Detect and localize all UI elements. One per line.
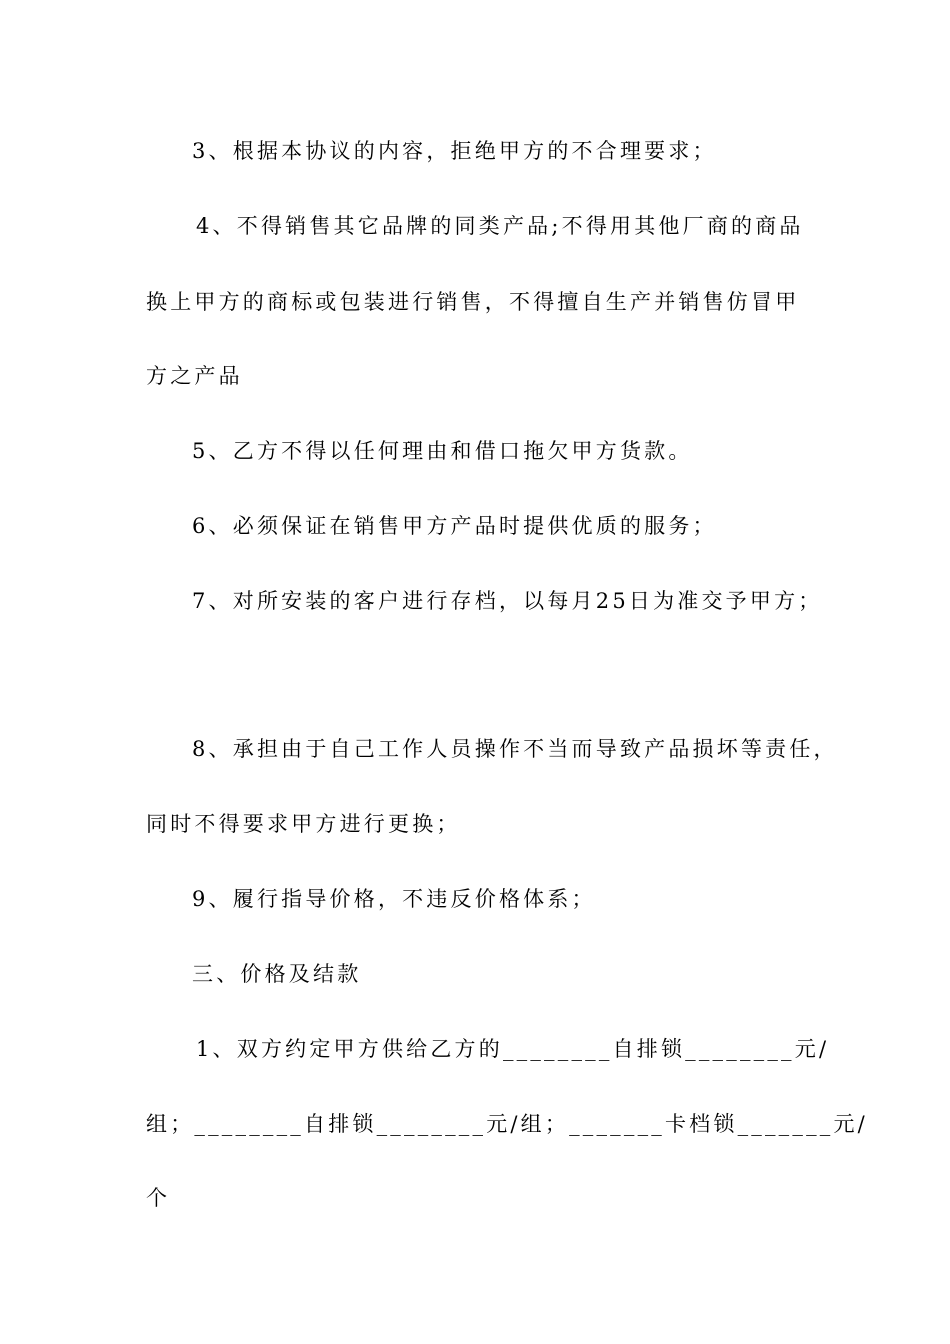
clause-7: 7、对所安装的客户进行存档，以每月25日为准交予甲方；	[192, 589, 823, 613]
section-heading-price: 三、价格及结款	[192, 962, 362, 986]
clause-8-line-2: 同时不得要求甲方进行更换；	[146, 812, 461, 836]
price-clause-1-line-2: 组；________自排锁________元/组；_______卡档锁_______元/	[146, 1112, 868, 1136]
price-clause-1-line-3: 个	[146, 1186, 171, 1210]
clause-5: 5、乙方不得以任何理由和借口拖欠甲方货款。	[192, 439, 693, 463]
clause-4-line-2: 换上甲方的商标或包装进行销售，不得擅自生产并销售仿冒甲	[146, 290, 800, 314]
clause-3: 3、根据本协议的内容，拒绝甲方的不合理要求；	[192, 139, 717, 163]
clause-8-line-1: 8、承担由于自己工作人员操作不当而导致产品损坏等责任，	[192, 737, 838, 761]
clause-4-line-3: 方之产品	[146, 364, 243, 388]
clause-9: 9、履行指导价格，不违反价格体系；	[192, 887, 596, 911]
price-clause-1-line-1: 1、双方约定甲方供给乙方的________自排锁________元/	[196, 1037, 830, 1061]
clause-4-line-1: 4、不得销售其它品牌的同类产品;不得用其他厂商的商品	[196, 214, 804, 238]
clause-6: 6、必须保证在销售甲方产品时提供优质的服务；	[192, 514, 717, 538]
